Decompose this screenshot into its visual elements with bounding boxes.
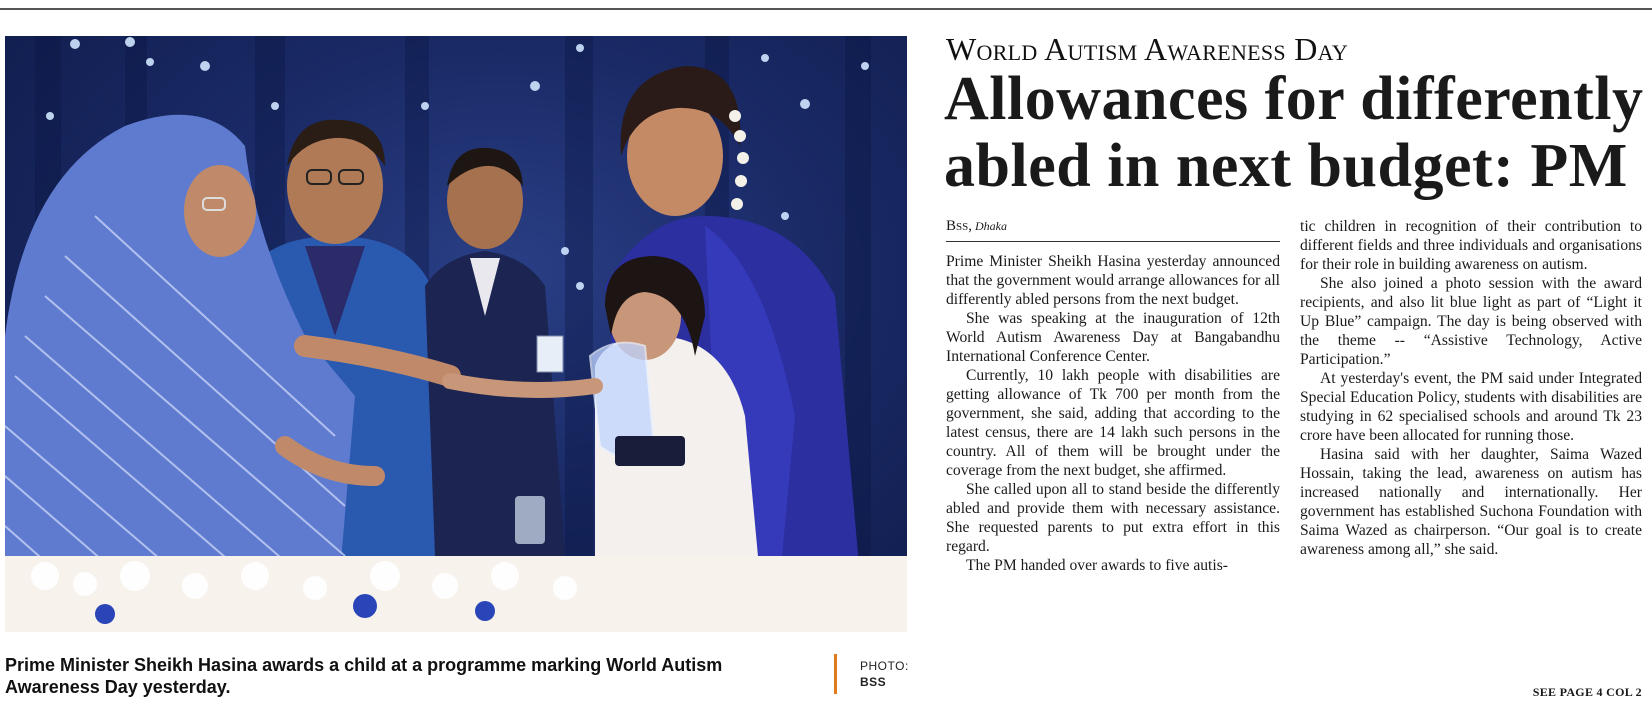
article-column-1 <box>946 252 1280 575</box>
paragraph: Currently, 10 lakh people with disabilities are getting allowance of Tk 700 per month from the government, she said, adding that according to the latest census, there are 14 lakh such persons in the country. All of them will be brought under the coverage from the next budget, she affirmed. <box>946 367 1280 479</box>
paragraph: She was speaking at the inauguration of 12th World Autism Awareness Day at Bangabandhu International Conference Center. <box>946 310 1280 365</box>
paragraph: At yesterday's event, the PM said under Integrated Special Education Policy, students with disabilities are studying in 62 specialised schools and around Tk 23 crore have been allocated for running those. <box>1300 370 1642 444</box>
article-kicker: World Autism Awareness Day <box>946 31 1349 67</box>
paragraph: She also joined a photo session with the award recipients, and also lit blue light as part of “Light it Up Blue” campaign. The day is being observed with the theme -- “Assistive Technology, Active Participation.” <box>1300 275 1642 368</box>
paragraph: tic children in recognition of their contribution to different fields and three individuals and organisations for their role in building awareness on autism. <box>1300 218 1642 273</box>
paragraph: She called upon all to stand beside the differently abled and provide them with necessary assistance. She requested parents to put extra effort in this regard. <box>946 481 1280 555</box>
top-rule <box>0 8 1652 10</box>
photo-caption: Prime Minister Sheikh Hasina awards a child at a programme marking World Autism Awareness Day yesterday. <box>5 655 723 697</box>
paragraph: Prime Minister Sheikh Hasina yesterday announced that the government would arrange allowances for all differently abled persons from the next budget. <box>946 253 1280 308</box>
photo-credit <box>860 658 909 690</box>
news-photo <box>5 36 907 632</box>
byline-place: Dhaka <box>975 219 1007 233</box>
byline-rule <box>946 241 1280 242</box>
photo-credit-label: PHOTO: <box>860 659 909 673</box>
photo-illustration <box>5 36 907 632</box>
byline <box>946 217 1007 235</box>
paragraph: The PM handed over awards to five autis- <box>966 557 1228 574</box>
byline-agency: Bss, <box>946 218 972 234</box>
article-headline: Allowances for differently abled in next budget: PM <box>944 65 1644 200</box>
continued-jump-link[interactable]: SEE PAGE 4 COL 2 <box>1532 685 1642 699</box>
paragraph: Hasina said with her daughter, Saima Wazed Hossain, taking the lead, awareness on autism has increased nationally and internationally. Her government has established Suchona Foundation with Saima Wazed as chairperson. “Our goal is to create awareness among all,” she said. <box>1300 446 1642 558</box>
caption-accent-bar <box>834 654 837 694</box>
photo-credit-source: BSS <box>860 675 887 689</box>
article-column-2 <box>1300 217 1642 559</box>
